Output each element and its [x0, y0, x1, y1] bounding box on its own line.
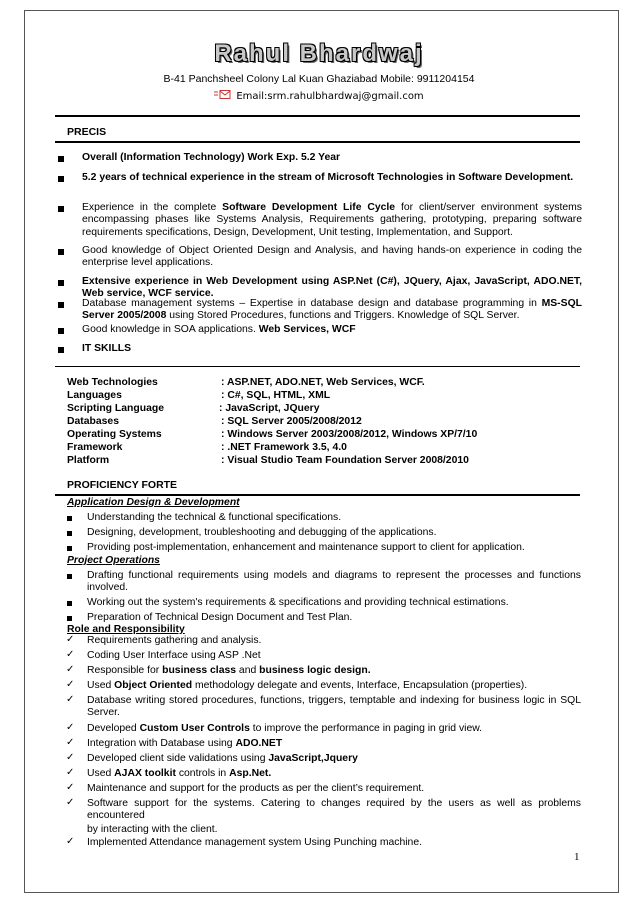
- list-item: 5.2 years of technical experience in the stream of Microsoft Technologies in Software Development.: [82, 172, 574, 183]
- bullet-icon: [58, 328, 64, 334]
- list-item: Integration with Database using ADO.NET: [87, 738, 283, 749]
- candidate-name: Rahul Bhardwaj: [214, 40, 424, 67]
- bullet-icon: [67, 601, 72, 606]
- skill-label: Languages: [67, 390, 122, 401]
- subsection-title: Application Design & Development: [67, 497, 240, 508]
- list-item: Database writing stored procedures, functions, triggers, temptable and indexing for business logic in SQL Server.: [87, 695, 581, 719]
- section-title-it-skills: IT SKILLS: [82, 343, 132, 354]
- email-line: [0, 90, 638, 102]
- bullet-icon: [58, 156, 64, 162]
- divider: [55, 115, 580, 117]
- checkmark-icon: ✓: [66, 722, 75, 733]
- envelope-icon: [214, 90, 231, 102]
- bullet-icon: [58, 280, 64, 286]
- skill-value: : SQL Server 2005/2008/2012: [221, 416, 362, 427]
- list-item: Designing, development, troubleshooting and debugging of the applications.: [87, 527, 437, 538]
- skill-label: Web Technologies: [67, 377, 158, 388]
- list-item: Implemented Attendance management system Using Punching machine.: [87, 837, 422, 848]
- skill-value: : .NET Framework 3.5, 4.0: [221, 442, 347, 453]
- list-item: Understanding the technical & functional specifications.: [87, 512, 342, 523]
- bullet-icon: [58, 249, 64, 255]
- list-item: Used AJAX toolkit controls in Asp.Net.: [87, 768, 272, 779]
- checkmark-icon: ✓: [66, 836, 75, 847]
- skill-value: : Visual Studio Team Foundation Server 2008/2010: [221, 455, 469, 466]
- skill-value: : ASP.NET, ADO.NET, Web Services, WCF.: [221, 377, 425, 388]
- checkmark-icon: ✓: [66, 649, 75, 660]
- address-line: B-41 Panchsheel Colony Lal Kuan Ghaziabad Mobile: 9911204154: [163, 73, 475, 85]
- list-item: Working out the system's requirements & specifications and providing technical estimations.: [87, 597, 509, 608]
- checkmark-icon: ✓: [66, 694, 75, 705]
- skill-label: Databases: [67, 416, 119, 427]
- bullet-icon: [67, 546, 72, 551]
- bullet-icon: [67, 616, 72, 621]
- checkmark-icon: ✓: [66, 664, 75, 675]
- page-number: 1: [574, 851, 580, 863]
- divider: [55, 366, 580, 367]
- checkmark-icon: ✓: [66, 797, 75, 808]
- checkmark-icon: ✓: [66, 752, 75, 763]
- list-item: Developed client side validations using JavaScript,Jquery: [87, 753, 358, 764]
- list-item: Preparation of Technical Design Document and Test Plan.: [87, 612, 353, 623]
- bullet-icon: [58, 206, 64, 212]
- subsection-title: Project Operations: [67, 555, 160, 566]
- email-address: Email:srm.rahulbhardwaj@gmail.com: [236, 91, 424, 102]
- list-item: Coding User Interface using ASP .Net: [87, 650, 261, 661]
- list-item: Responsible for business class and business logic design.: [87, 665, 371, 676]
- list-item: Extensive experience in Web Development using ASP.Net (C#), JQuery, Ajax, JavaScript, ADO.NET, Web service, WCF service.: [82, 276, 582, 300]
- list-item: Providing post-implementation, enhancement and maintenance support to client for application.: [87, 542, 525, 553]
- section-title-forte: PROFICIENCY FORTE: [67, 479, 178, 491]
- checkmark-icon: ✓: [66, 737, 75, 748]
- skill-value: : JavaScript, JQuery: [219, 403, 320, 414]
- list-item: Drafting functional requirements using models and diagrams to represent the processes and functions involved.: [87, 570, 581, 594]
- list-item: Software support for the systems. Catering to changes required by the users as well as problems encountered: [87, 798, 581, 822]
- section-title-precis: PRECIS: [67, 126, 107, 138]
- skill-label: Operating Systems: [67, 429, 162, 440]
- list-item: Used Object Oriented methodology delegate and events, Interface, Encapsulation (properties).: [87, 680, 528, 691]
- bullet-icon: [67, 516, 72, 521]
- divider: [55, 494, 580, 496]
- skill-label: Platform: [67, 455, 110, 466]
- list-item: Maintenance and support for the products as per the client’s requirement.: [87, 783, 425, 794]
- checkmark-icon: ✓: [66, 679, 75, 690]
- skill-value: : C#, SQL, HTML, XML: [221, 390, 331, 401]
- checkmark-icon: ✓: [66, 767, 75, 778]
- list-item: Database management systems – Expertise in database design and database programming in MS-SQL Server 2005/2008 using Stored Procedures, functions and Triggers. Knowledge of SQL Server.: [82, 298, 582, 322]
- checkmark-icon: ✓: [66, 634, 75, 645]
- subsection-title: Role and Responsibility: [67, 624, 185, 635]
- skill-label: Framework: [67, 442, 123, 453]
- bullet-icon: [58, 302, 64, 308]
- bullet-icon: [67, 574, 72, 579]
- list-item-continuation: by interacting with the client.: [87, 824, 218, 835]
- list-item: Good knowledge of Object Oriented Design and Analysis, and having hands-on experience in coding the enterprise level applications.: [82, 245, 582, 269]
- skill-label: Scripting Language: [67, 403, 164, 414]
- skill-value: : Windows Server 2003/2008/2012, Windows XP/7/10: [221, 429, 478, 440]
- list-item: Requirements gathering and analysis.: [87, 635, 262, 646]
- divider: [55, 141, 580, 143]
- bullet-icon: [67, 531, 72, 536]
- bullet-icon: [58, 347, 64, 353]
- list-item: Experience in the complete Software Development Life Cycle for client/server environment systems encompassing phases like Systems Analysis, Requirements gathering, prototyping, preparing software requirements specifications, Design, Development, Unit testing, Implementation, and Support.: [82, 202, 582, 238]
- list-item: Developed Custom User Controls to improve the performance in paging in grid view.: [87, 723, 483, 734]
- bullet-icon: [58, 176, 64, 182]
- checkmark-icon: ✓: [66, 782, 75, 793]
- list-item: Good knowledge in SOA applications. Web Services, WCF: [82, 324, 356, 335]
- list-item: Overall (Information Technology) Work Exp. 5.2 Year: [82, 152, 341, 163]
